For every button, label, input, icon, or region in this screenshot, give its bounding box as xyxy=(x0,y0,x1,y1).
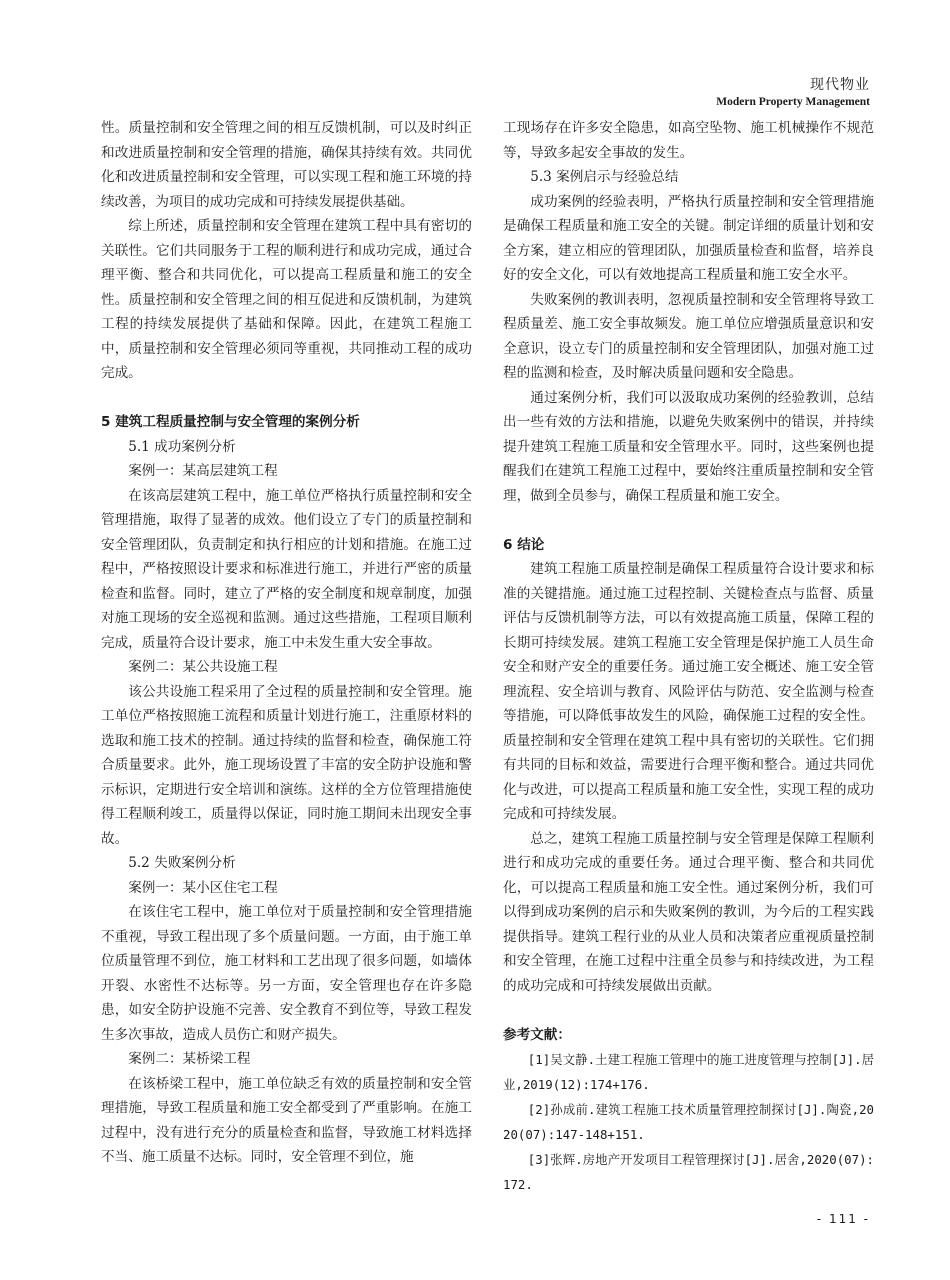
paragraph: 在该桥梁工程中，施工单位缺乏有效的质量控制和安全管理措施，导致工程质量和施工安全都受到了严重影响。在施工过程中，没有进行充分的质量检查和监督，导致施工材料选择不当、施工质量不达标。同时，安全管理不到位，施 xyxy=(101,1075,472,1165)
paragraph: 工现场存在许多安全隐患，如高空坠物、施工机械操作不规范等，导致多起安全事故的发生。 xyxy=(503,120,874,161)
right-column xyxy=(503,116,874,1197)
paragraph: 综上所述，质量控制和安全管理在建筑工程中具有密切的关联性。它们共同服务于工程的顺利进行和成功完成，通过合理平衡、整合和共同优化，可以提高工程质量和施工的安全性。质量控制和安全管理之间的相互促进和反馈机制，为建筑工程的持续发展提供了基础和保障。因此，在建筑工程施工中，质量控制和安全管理必须同等重视，共同推动工程的成功完成。 xyxy=(101,218,472,381)
paragraph: 成功案例的经验表明，严格执行质量控制和安全管理措施是确保工程质量和施工安全的关键。制定详细的质量计划和安全方案，建立相应的管理团队，加强质量检查和监督，培养良好的安全文化，可以有效地提高工程质量和施工安全水平。 xyxy=(503,193,874,283)
case-title: 案例一：某小区住宅工程 xyxy=(128,879,278,896)
paragraph: 性。质量控制和安全管理之间的相互反馈机制，可以及时纠正和改进质量控制和安全管理的措施，确保其持续有效。共同优化和改进质量控制和安全管理，可以实现工程和施工环境的持续改善，为项目的成功完成和可持续发展提供基础。 xyxy=(101,120,472,210)
paragraph: 通过案例分析，我们可以汲取成功案例的经验教训，总结出一些有效的方法和措施，以避免失败案例中的错误，并持续提升建筑工程施工质量和安全管理水平。同时，这些案例也提醒我们在建筑工程施工过程中，要始终注重质量控制和安全管理，做到全员参与，确保工程质量和施工安全。 xyxy=(503,389,874,504)
paragraph: 该公共设施工程采用了全过程的质量控制和安全管理。施工单位严格按照施工流程和质量计划进行施工，注重原材料的选取和施工技术的控制。通过持续的监督和检查，确保施工符合质量要求。此外，施工现场设置了丰富的安全防护设施和警示标识，定期进行安全培训和演练。这样的全方位管理措施使得工程顺利竣工，质量得以保证，同时施工期间未出现安全事故。 xyxy=(101,683,472,847)
paragraph: 在该住宅工程中，施工单位对于质量控制和安全管理措施不重视，导致工程出现了多个质量问题。一方面，由于施工单位质量管理不到位，施工材料和工艺出现了很多问题，如墙体开裂、水密性不达标等。另一方面，安全管理也存在许多隐患，如安全防护设施不完善、安全教育不到位等，导致工程发生多次事故，造成人员伤亡和财产损失。 xyxy=(101,904,472,1043)
paragraph: 建筑工程施工质量控制是确保工程质量符合设计要求和标准的关键措施。通过施工过程控制、关键检查点与监督、质量评估与反馈机制等方法，可以有效提高施工质量，保障工程的长期可持续发展。建筑工程施工安全管理是保护施工人员生命安全和财产安全的重要任务。通过施工安全概述、施工安全管理流程、安全培训与教育、风险评估与防范、安全监测与检查等措施，可以降低事故发生的风险，确保施工过程的安全性。质量控制和安全管理在建筑工程中具有密切的关联性。它们拥有共同的目标和效益，需要进行合理平衡和整合。通过共同优化与改进，可以提高工程质量和施工安全性，实现工程的成功完成和可持续发展。 xyxy=(503,561,874,822)
section-heading: 5 建筑工程质量控制与安全管理的案例分析 xyxy=(101,414,360,430)
journal-header xyxy=(716,76,870,110)
case-title: 案例一：某高层建筑工程 xyxy=(128,463,278,479)
references-heading: 参考文献： xyxy=(503,1026,571,1043)
reference-item: [3]张辉.房地产开发项目工程管理探讨[J].居舍,2020(07):172. xyxy=(503,1152,874,1192)
page-number: - 111 - xyxy=(816,1212,870,1226)
reference-item: [2]孙成前.建筑工程施工技术质量管理控制探讨[J].陶瓷,2020(07):147-148+151. xyxy=(503,1102,874,1142)
left-column xyxy=(101,116,472,1170)
paragraph: 失败案例的教训表明，忽视质量控制和安全管理将导致工程质量差、施工安全事故频发。施工单位应增强质量意识和安全意识，设立专门的质量控制和安全管理团队，加强对施工过程的监测和检查，及时解决质量问题和安全隐患。 xyxy=(503,291,874,381)
journal-title-en: Modern Property Management xyxy=(716,96,870,108)
subsection-heading: 5.1 成功案例分析 xyxy=(128,438,236,455)
paragraph: 在该高层建筑工程中，施工单位严格执行质量控制和安全管理措施，取得了显著的成效。他们设立了专门的质量控制和安全管理团队，负责制定和执行相应的计划和措施。在施工过程中，严格按照设计要求和标准进行施工，并进行严密的质量检查和监督。同时，建立了严格的安全制度和规章制度，加强对施工现场的安全巡视和监测。通过这些措施，工程项目顺利完成，质量符合设计要求，施工中未发生重大安全事故。 xyxy=(101,487,472,651)
case-title: 案例二：某公共设施工程 xyxy=(128,659,278,675)
journal-title-cn: 现代物业 xyxy=(810,77,870,93)
subsection-heading: 5.3 案例启示与经验总结 xyxy=(530,169,679,185)
paragraph: 总之，建筑工程施工质量控制与安全管理是保障工程顺利进行和成功完成的重要任务。通过合理平衡、整合和共同优化，可以提高工程质量和施工安全性。通过案例分析，我们可以得到成功案例的启示和失败案例的教训，为今后的工程实践提供指导。建筑工程行业的从业人员和决策者应重视质量控制和安全管理，在施工过程中注重全员参与和持续改进，为工程的成功完成和可持续发展做出贡献。 xyxy=(503,830,874,994)
subsection-heading: 5.2 失败案例分析 xyxy=(128,855,236,871)
section-heading: 6 结论 xyxy=(503,536,545,553)
case-title: 案例二：某桥梁工程 xyxy=(128,1051,251,1067)
reference-item: [1]吴文静.土建工程施工管理中的施工进度管理与控制[J].居业,2019(12):174+176. xyxy=(503,1052,874,1092)
